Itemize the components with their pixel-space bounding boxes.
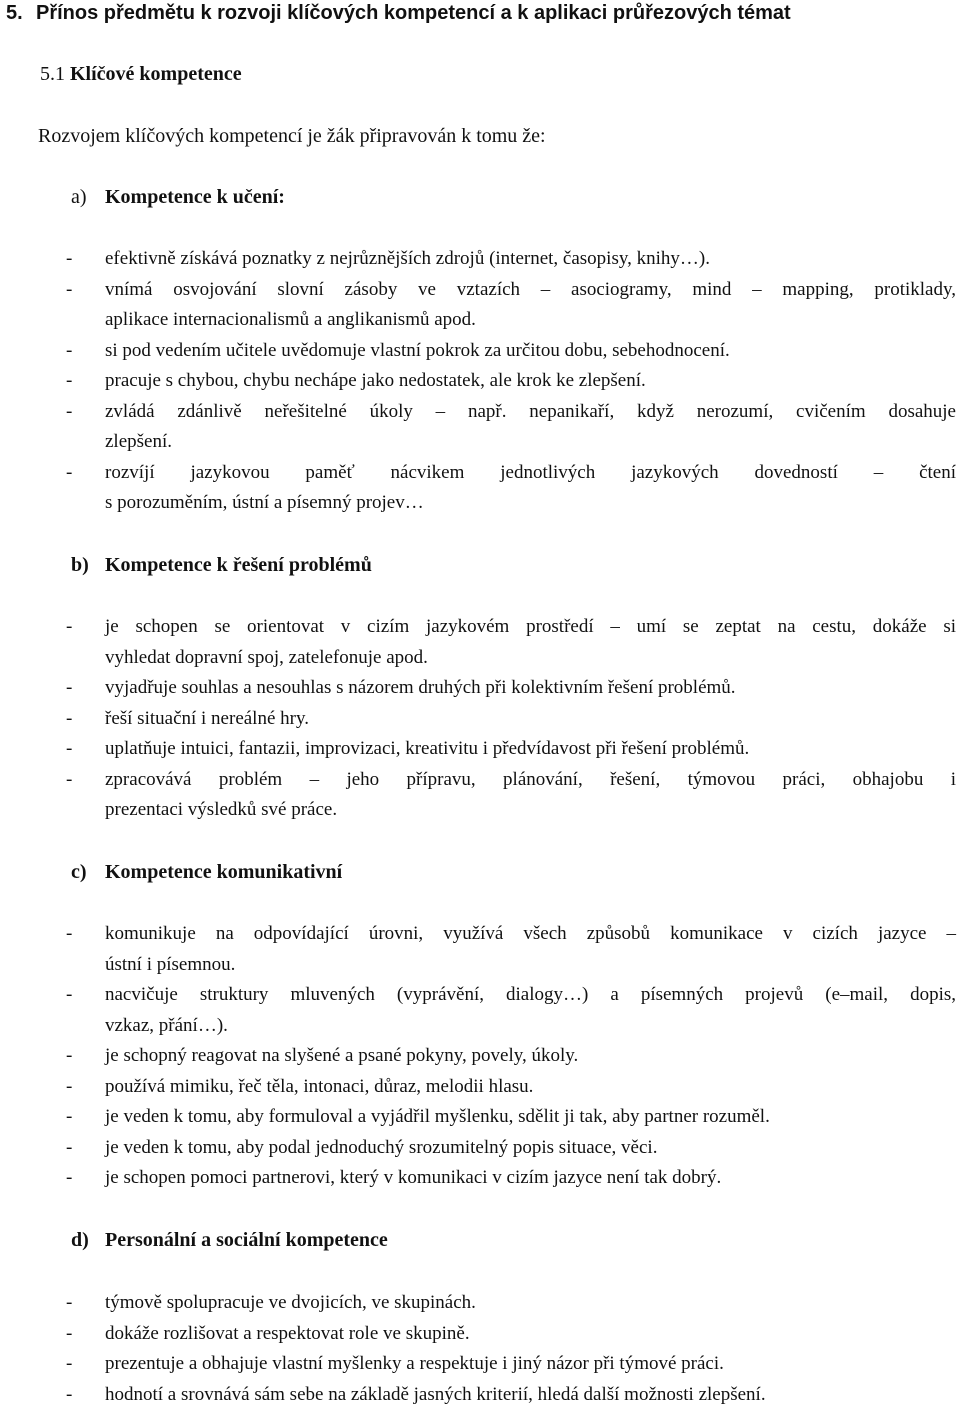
competence-title: Kompetence komunikativní [105, 861, 343, 883]
competence-heading-d [71, 1227, 388, 1253]
chapter-heading [6, 0, 956, 26]
list-item: - pracuje s chybou, chybu nechápe jako nedostatek, ale krok ke zlepšení. [66, 366, 956, 397]
list-item: - dokáže rozlišovat a respektovat role ve skupině. [66, 1319, 956, 1350]
competence-label: c) [71, 861, 87, 883]
competence-list-d [66, 1288, 956, 1410]
chapter-title: Přínos předmětu k rozvoji klíčových kompetencí a k aplikaci průřezových témat [36, 2, 791, 24]
competence-list-c [66, 919, 956, 1194]
list-item: - řeší situační i nereálné hry. [66, 704, 956, 735]
list-item: - zvládá zdánlivě neřešitelné úkoly – např. nepanikaří, když nerozumí, cvičením dosahuje zlepšení. [66, 397, 956, 458]
list-item: - uplatňuje intuici, fantazii, improvizaci, kreativitu i předvídavost při řešení problémů. [66, 734, 956, 765]
list-item: - je veden k tomu, aby formuloval a vyjádřil myšlenku, sdělit ji tak, aby partner rozuměl. [66, 1102, 956, 1133]
competence-label: d) [71, 1229, 89, 1251]
competence-title: Kompetence k řešení problémů [105, 554, 372, 576]
list-item: - komunikuje na odpovídající úrovni, využívá všech způsobů komunikace v cizích jazyce – ústní i písemnou. [66, 919, 956, 980]
chapter-number: 5. [6, 2, 23, 24]
list-item: - vyjadřuje souhlas a nesouhlas s názorem druhých při kolektivním řešení problémů. [66, 673, 956, 704]
competence-list-a [66, 244, 956, 519]
list-item: - je schopen pomoci partnerovi, který v komunikaci v cizím jazyce není tak dobrý. [66, 1163, 956, 1194]
competence-label: a) [71, 186, 87, 208]
list-item: - vnímá osvojování slovní zásoby ve vztazích – asociogramy, mind – mapping, protiklady, aplikace internacionalismů a anglikanismů apod. [66, 275, 956, 336]
list-item: - je veden k tomu, aby podal jednoduchý srozumitelný popis situace, věci. [66, 1133, 956, 1164]
list-item: - používá mimiku, řeč těla, intonaci, důraz, melodii hlasu. [66, 1072, 956, 1103]
competence-heading-b [71, 552, 372, 578]
list-item: - hodnotí a srovnává sám sebe na základě jasných kriterií, hledá další možnosti zlepšení. [66, 1380, 956, 1410]
list-item: - zpracovává problém – jeho přípravu, plánování, řešení, týmovou práci, obhajobu i prezentaci výsledků své práce. [66, 765, 956, 826]
list-item: - nacvičuje struktury mluvených (vyprávění, dialogy…) a písemných projevů (e–mail, dopis, vzkaz, přání…). [66, 980, 956, 1041]
competence-title: Kompetence k učení: [105, 186, 285, 208]
competence-heading-a [71, 184, 285, 210]
competence-label: b) [71, 554, 89, 576]
section-number: 5.1 [40, 63, 65, 85]
section-heading [40, 61, 242, 87]
competence-title: Personální a sociální kompetence [105, 1229, 388, 1251]
competence-list-b [66, 612, 956, 826]
list-item: - prezentuje a obhajuje vlastní myšlenky a respektuje i jiný názor při týmové práci. [66, 1349, 956, 1380]
list-item: - týmově spolupracuje ve dvojicích, ve skupinách. [66, 1288, 956, 1319]
list-item: - je schopný reagovat na slyšené a psané pokyny, povely, úkoly. [66, 1041, 956, 1072]
list-item: - efektivně získává poznatky z nejrůznějších zdrojů (internet, časopisy, knihy…). [66, 244, 956, 275]
list-item: - si pod vedením učitele uvědomuje vlastní pokrok za určitou dobu, sebehodnocení. [66, 336, 956, 367]
intro-paragraph: Rozvojem klíčových kompetencí je žák připravován k tomu že: [38, 125, 546, 147]
competence-heading-c [71, 859, 342, 885]
list-item: - je schopen se orientovat v cizím jazykovém prostředí – umí se zeptat na cestu, dokáže si vyhledat dopravní spoj, zatelefonuje apod. [66, 612, 956, 673]
section-title: Klíčové kompetence [70, 63, 242, 85]
list-item: - rozvíjí jazykovou paměť nácvikem jednotlivých jazykových dovedností – čtení s porozuměním, ústní a písemný projev… [66, 458, 956, 519]
